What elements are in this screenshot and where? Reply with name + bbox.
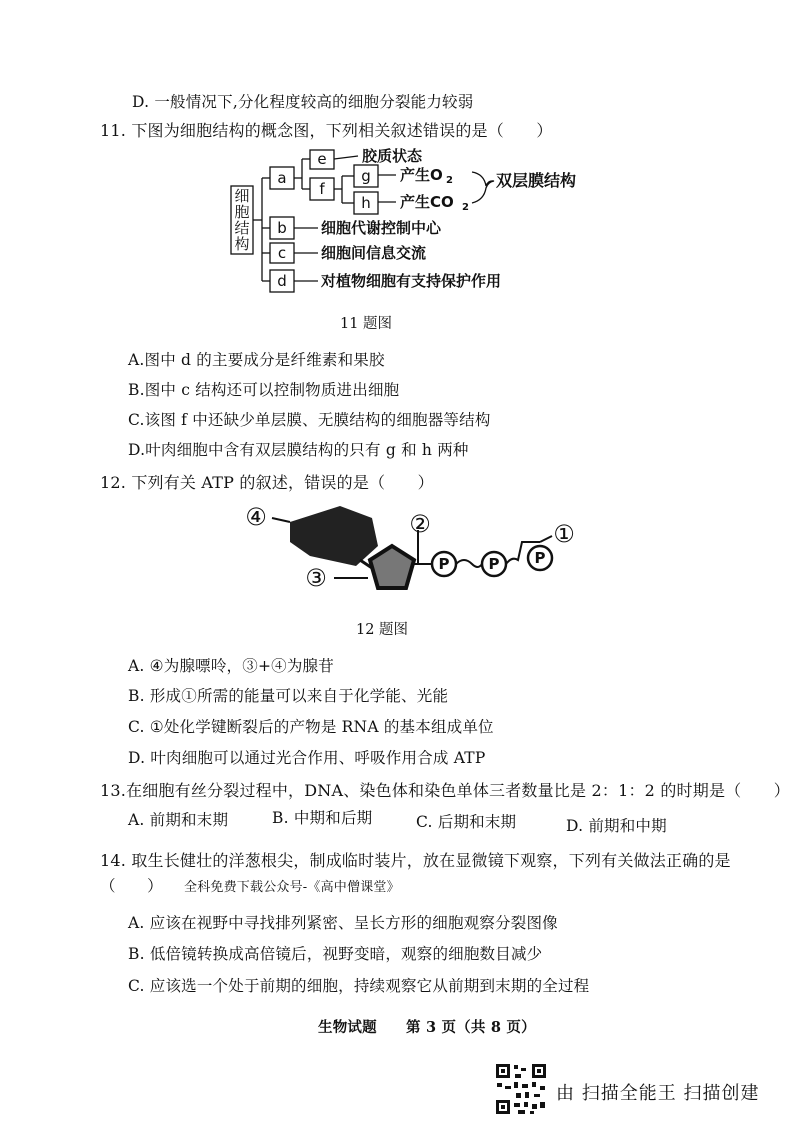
footer-subject: 生物试题 [318,1019,377,1036]
q12-option-b: B. 形成①所需的能量可以来自于化学能、光能 [128,687,449,705]
mark-4: ④ [245,503,267,531]
box-g-label: g [361,167,371,185]
box-f-label: f [319,180,325,198]
q13-option-c: C. 后期和末期 [416,813,517,831]
q14-option-a: A. 应该在视野中寻找排列紧密、呈长方形的细胞观察分裂图像 [128,914,558,932]
q11-option-b: B.图中 c 结构还可以控制物质进出细胞 [128,381,400,399]
adenine-shape [290,506,378,566]
ribose-pentagon [370,546,414,588]
q12-atp-diagram [0,490,794,610]
q13-option-d: D. 前期和中期 [566,817,667,835]
box-b-label: b [277,219,287,237]
q11-option-c: C.该图 f 中还缺少单层膜、无膜结构的细胞器等结构 [128,411,491,429]
q14-ad-text: 全科免费下载公众号-《高中僧课堂》 [184,880,400,895]
label-g-sub: 2 [446,175,453,186]
q13-option-b: B. 中期和后期 [272,809,373,827]
q14-option-b: B. 低倍镜转换成高倍镜后，视野变暗，观察的细胞数目减少 [128,945,543,963]
root-char-1: 细 [234,187,250,205]
label-h: 产生CO [400,193,454,211]
q12-stem: 12. 下列有关 ATP 的叙述，错误的是（ ） [100,473,434,492]
label-b: 细胞代谢控制中心 [321,219,442,237]
root-char-4: 构 [234,235,250,253]
mark-1: ① [553,520,575,548]
footer-page: 第 3 页（共 8 页） [406,1019,536,1036]
box-a-label: a [277,169,287,187]
root-char-2: 胞 [234,203,250,221]
q14-stem: 14. 取生长健壮的洋葱根尖，制成临时装片，放在显微镜下观察，下列有关做法正确的是 [100,851,731,870]
label-d: 对植物细胞有支持保护作用 [321,272,502,290]
q12-caption: 12 题图 [356,622,409,638]
q14-bracket: （ ） [100,877,163,895]
mark-2: ② [409,510,431,538]
scanner-watermark: 由 扫描全能王 扫描创建 [556,1083,760,1104]
q11-stem: 11. 下图为细胞结构的概念图，下列相关叙述错误的是（ ） [100,121,553,140]
phosphate-2: P [488,555,500,573]
q12-option-c: C. ①处化学键断裂后的产物是 RNA 的基本组成单位 [128,718,494,736]
root-char-3: 结 [234,219,250,237]
phosphate-1: P [438,555,450,573]
q11-concept-diagram [0,0,794,300]
q10-option-d: D. 一般情况下,分化程度较高的细胞分裂能力较弱 [132,93,474,111]
box-e-label: e [317,150,327,168]
label-c: 细胞间信息交流 [321,244,427,262]
qr-code-icon [494,1062,548,1116]
label-g: 产生O [400,166,443,184]
q14-option-c: C. 应该选一个处于前期的细胞，持续观察它从前期到末期的全过程 [128,977,590,995]
phosphate-3: P [534,549,546,567]
label-e: 胶质状态 [362,147,423,165]
q11-caption: 11 题图 [340,316,393,332]
box-d-label: d [277,272,287,290]
q13-option-a: A. 前期和末期 [128,811,229,829]
q12-option-d: D. 叶肉细胞可以通过光合作用、呼吸作用合成 ATP [128,749,486,767]
q11-option-d: D.叶肉细胞中含有双层膜结构的只有 g 和 h 两种 [128,441,469,459]
q12-option-a: A. ④为腺嘌呤，③+④为腺苷 [128,657,334,675]
q13-stem: 13.在细胞有丝分裂过程中，DNA、染色体和染色单体三者数量比是 2：1：2 的时期是（ ） [100,781,790,800]
label-double-membrane: 双层膜结构 [496,171,577,190]
box-c-label: c [277,244,287,262]
box-h-label: h [361,194,371,212]
q11-option-a: A.图中 d 的主要成分是纤维素和果胶 [128,351,385,369]
label-h-sub: 2 [462,202,469,213]
mark-3: ③ [305,564,327,592]
